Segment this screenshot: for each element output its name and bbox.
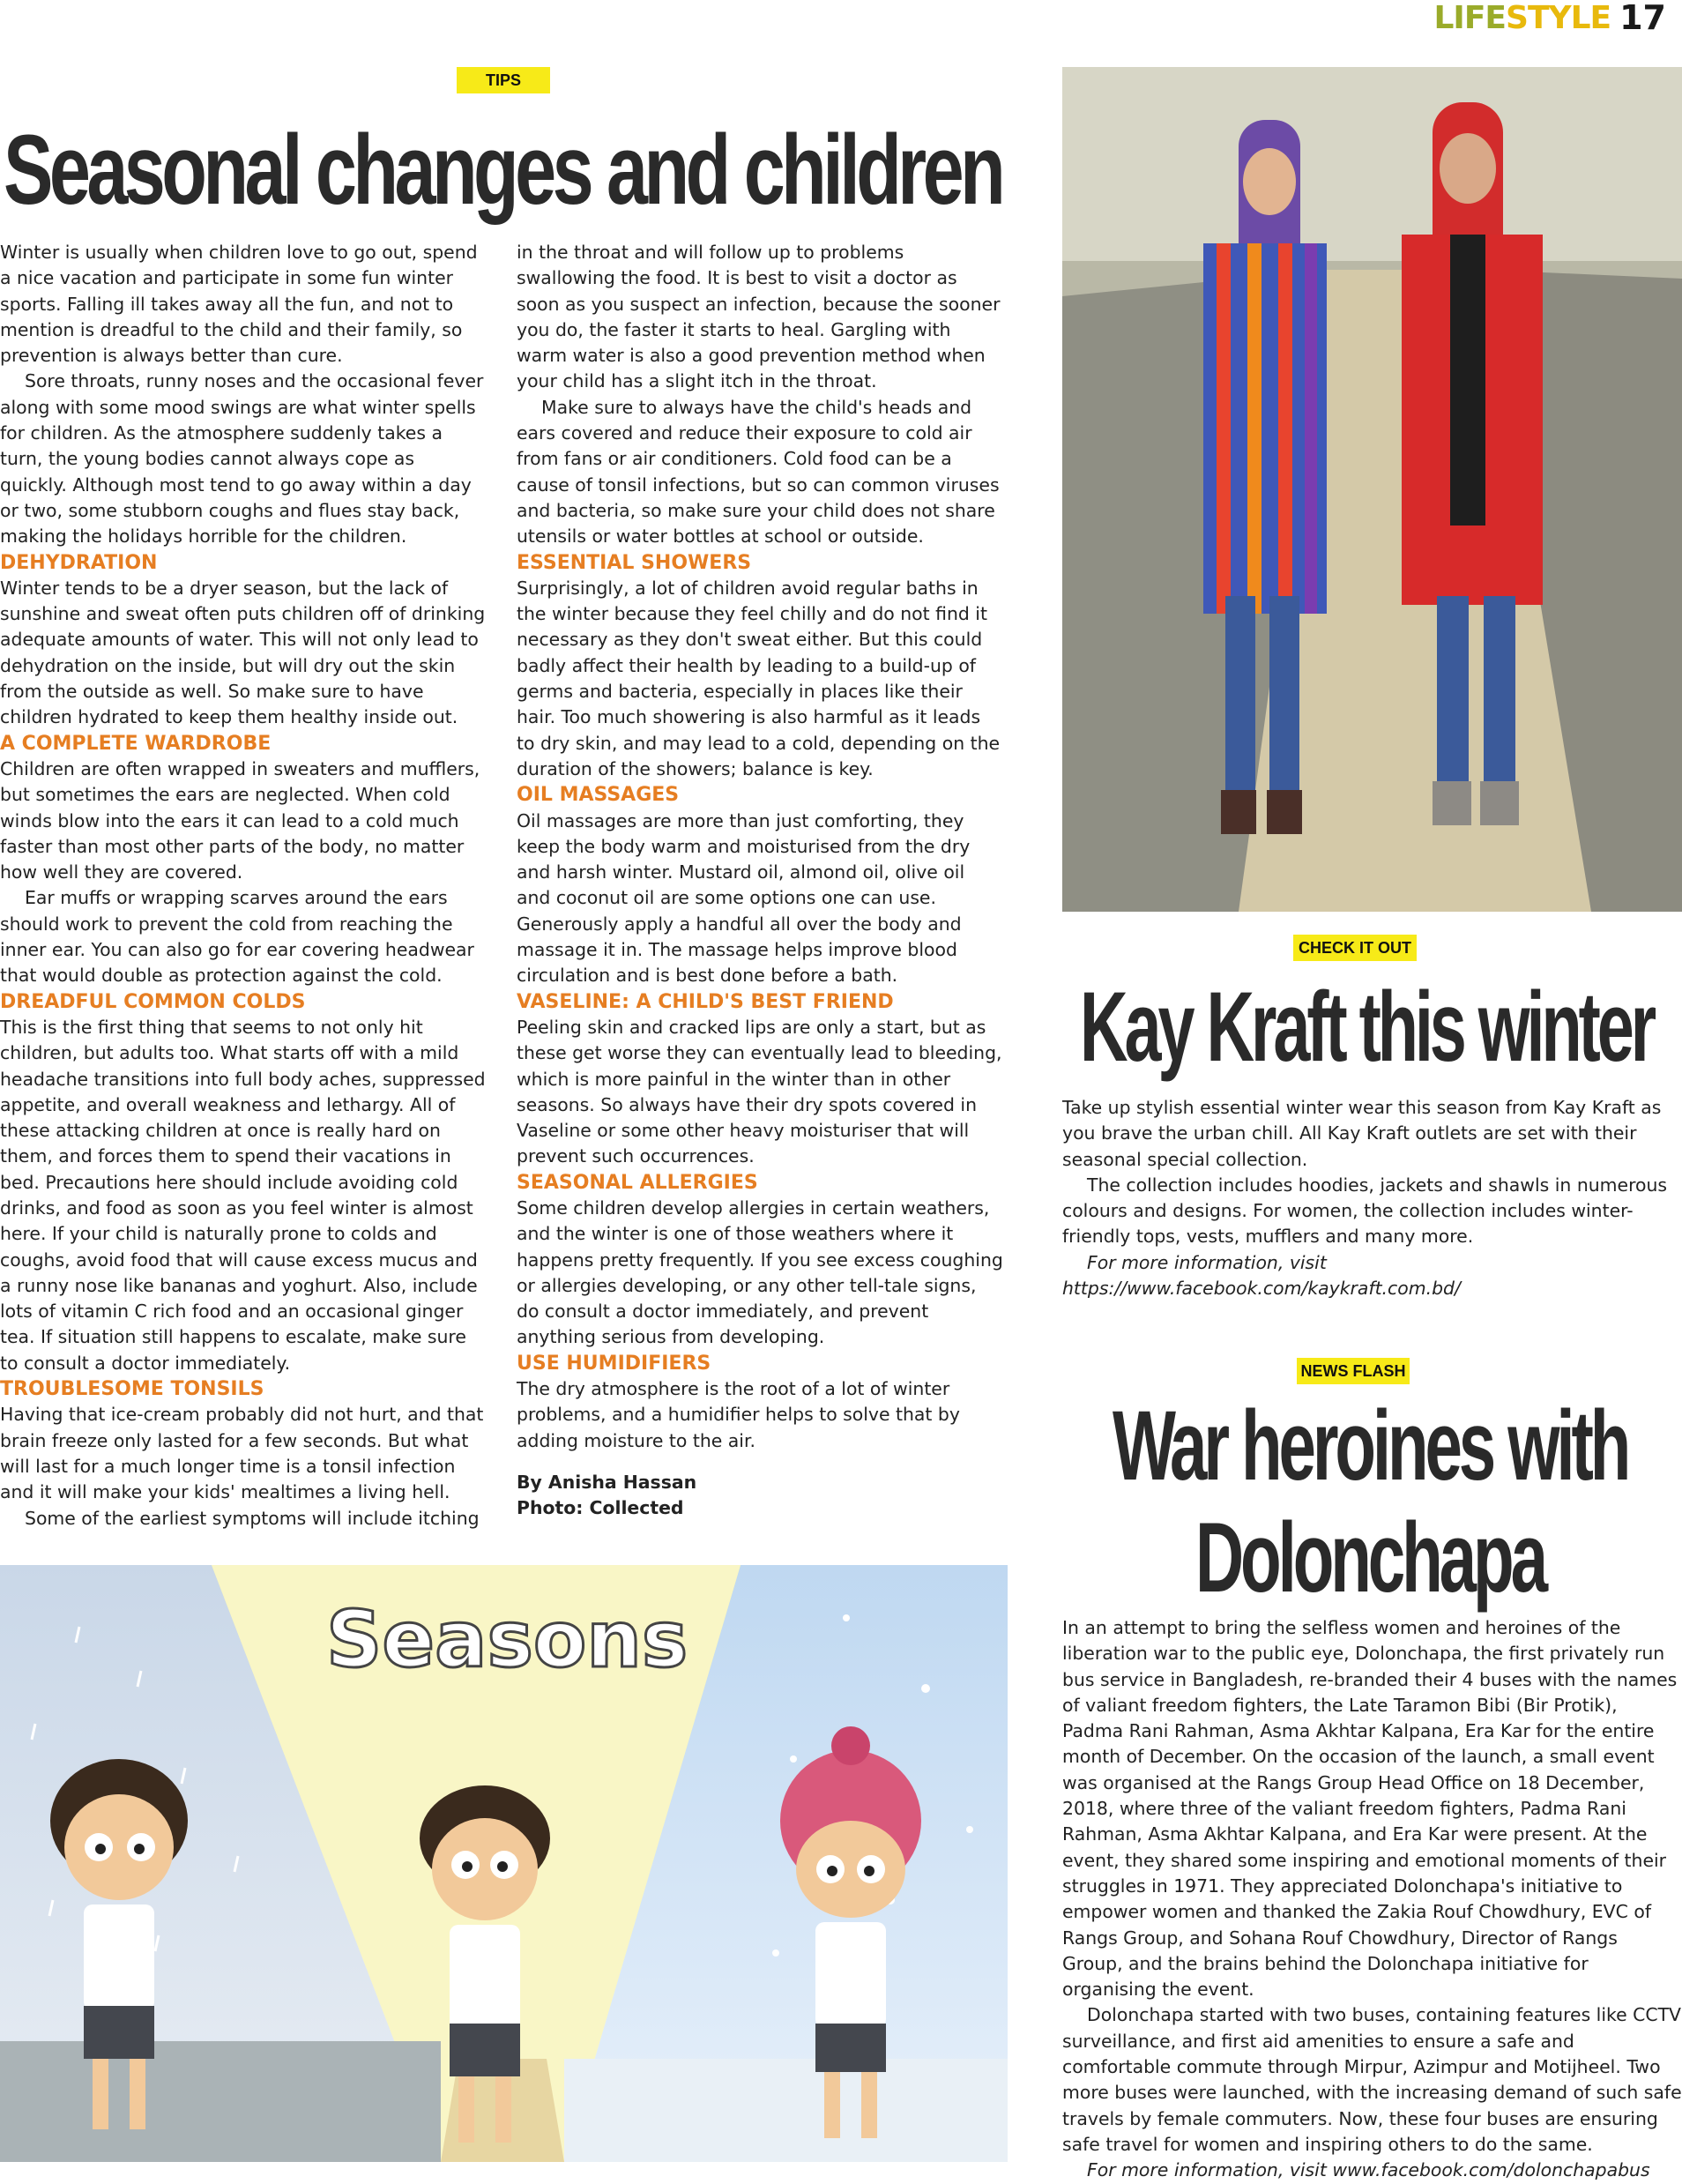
paragraph: Some of the earliest symptoms will include itching (25, 1507, 480, 1529)
section-heading: VASELINE: A CHILD'S BEST FRIEND (517, 990, 894, 1013)
paragraph: Winter tends to be a dryer season, but the lack of sunshine and sweat often puts children off of drinking adequate amounts of water. This will not only lead to dehydration on the inside, but will dry out the skin from the outside as well. So make sure to have children hydrated to keep them healthy inside out. (0, 577, 486, 728)
paragraph: The collection includes hoodies, jackets and shawls in numerous colours and designs. For women, the collection includes winter-friendly tops, vests, mufflers and many more. (1062, 1174, 1668, 1248)
kay-kraft-headline: Kay Kraft this winter (1080, 972, 1654, 1082)
dolonchapa-body (1062, 1615, 1682, 2184)
section-heading: SEASONAL ALLERGIES (517, 1171, 758, 1194)
paragraph: in the throat and will follow up to problems swallowing the food. It is best to visit a doctor as soon as you suspect an infection, because the sooner you do, the faster it starts to heal. Gargling with warm water is also a good prevention method when your child has a slight itch in the throat. (517, 242, 1001, 392)
check-it-out-tag: CHECK IT OUT (1293, 935, 1417, 961)
dolonchapa-headline-line2: Dolonchapa (1195, 1502, 1544, 1613)
masthead (1433, 0, 1666, 35)
news-flash-tag: NEWS FLASH (1297, 1358, 1410, 1384)
section-heading: TROUBLESOME TONSILS (0, 1378, 264, 1401)
kay-kraft-photo (1062, 67, 1682, 912)
section-logo: LIFESTYLE (1433, 0, 1611, 36)
section-heading: USE HUMIDIFIERS (517, 1352, 711, 1375)
section-heading: DEHYDRATION (0, 551, 158, 574)
seasons-illustration (0, 1565, 1008, 2162)
tips-tag: TIPS (457, 67, 550, 93)
paragraph: https://www.facebook.com/kaykraft.com.bd/ (1062, 1278, 1461, 1300)
paragraph: Some children develop allergies in certain weathers, and the winter is one of those weathers where it happens pretty frequently. If you see excess coughing or allergies developing, or any other tell-tale signs, do consult a doctor immediately, and prevent anything serious from developing. (517, 1196, 1003, 1348)
illustration-title: Seasons (326, 1594, 688, 1685)
paragraph: Ear muffs or wrapping scarves around the ears should work to prevent the cold from reaching the inner ear. You can also go for ear covering headwear that would double as protection against the cold. (0, 887, 474, 987)
section-heading: OIL MASSAGES (517, 784, 680, 807)
paragraph: Peeling skin and cracked lips are only a start, but as these get worse they can eventually lead to bleeding, which is more painful in the winter than in other seasons. So always have their dry spots covered in Vaseline or some other heavy moisturiser that will prevent such occurrences. (517, 1016, 1002, 1167)
dolonchapa-headline-line1: War heroines with (1113, 1390, 1628, 1501)
kay-kraft-body (1062, 1095, 1682, 1301)
paragraph: Take up stylish essential winter wear this season from Kay Kraft as you brave the urban chill. All Kay Kraft outlets are set with their seasonal special collection. (1062, 1097, 1662, 1170)
paragraph: Surprisingly, a lot of children avoid regular baths in the winter because they feel chilly and do not find it necessary as they don't sweat either. But this could badly affect their health by leading to a build-up of germs and bacteria, especially in places like their hair. Too much showering is also harmful as it leads to dry skin, and may lead to a cold, depending on the duration of the showers; balance is key. (517, 577, 1001, 779)
paragraph: In an attempt to bring the selfless women and heroines of the liberation war to the public eye, Dolonchapa, the first privately run bus service in Bangladesh, re-branded their 4 buses with the names of valiant freedom fighters, the Late Taramon Bibi (Bir Protik), Padma Rani Rahman, Asma Akhtar Kalpana, Era Kar for the entire month of December. On the occasion of the launch, a small event was organised at the Rangs Group Head Office on 18 December, 2018, where three of the valiant freedom fighters, Padma Rani Rahman, Asma Akhtar Kalpana, and Era Kar were present. At the event, they shared some inspiring and emotional moments of their struggles in 1971. They appreciated Dolonchapa's initiative to empower women and thanked the Zakia Rouf Chowdhury, EVC of Rangs Group, and Sohana Rouf Chowdhury, Director of Rangs Group, and the brains behind the Dolonchapa initiative for organising the event. (1062, 1617, 1678, 2001)
article-column-1 (0, 240, 487, 1545)
byline: By Anisha Hassan (517, 1471, 697, 1493)
section-heading: ESSENTIAL SHOWERS (517, 551, 752, 574)
paragraph: Oil massages are more than just comforting, they keep the body warm and moisturised from the dry and harsh winter. Mustard oil, almond oil, olive oil and coconut oil are some options one can use. Generously apply a handful all over the body and massage it in. The massage helps improve blood circulation and is best done before a bath. (517, 809, 971, 987)
paragraph: Sore throats, runny noses and the occasional fever along with some mood swings are what winter spells for children. As the atmosphere suddenly takes a turn, the young bodies cannot always cope as quickly. Although most tend to go away within a day or two, some stubborn coughs and flues stay back, making the holidays horrible for the children. (0, 370, 484, 548)
paragraph: For more information, visit (1087, 1251, 1327, 1273)
paragraph: Dolonchapa started with two buses, containing features like CCTV surveillance, and first aid amenities to ensure a safe and comfortable commute through Mirpur, Azimpur and Motijheel. Two more buses were launched, with the increasing demand of such safe travels by female commuters. Now, these four buses are ensuring safe travel for women and inspiring others to do the same. (1062, 2004, 1682, 2155)
article-headline: Seasonal changes and children (4, 115, 1002, 225)
paragraph: The dry atmosphere is the root of a lot of winter problems, and a humidifier helps to solve that by adding moisture to the air. (517, 1378, 960, 1451)
article-column-2 (517, 240, 1003, 1545)
paragraph: Make sure to always have the child's heads and ears covered and reduce their exposure to cold air from fans or air conditioners. Cold food can be a cause of tonsil infections, but so can common viruses and bacteria, so make sure your child does not share utensils or water bottles at school or outside. (517, 396, 1000, 548)
paragraph: Having that ice-cream probably did not hurt, and that brain freeze only lasted for a few seconds. But what will last for a much longer time is a tonsil infection and it will make your kids' mealtimes a living hell. (0, 1404, 484, 1503)
paragraph: For more information, visit www.facebook.com/dolonchapabus (1087, 2159, 1650, 2181)
paragraph: Children are often wrapped in sweaters and mufflers, but sometimes the ears are neglected. When cold winds blow into the ears it can lead to a cold much faster than most other parts of the body, no matter how well they are covered. (0, 757, 480, 883)
section-heading: A COMPLETE WARDROBE (0, 732, 272, 755)
section-heading: DREADFUL COMMON COLDS (0, 990, 306, 1013)
paragraph: This is the first thing that seems to not only hit children, but adults too. What starts off with a mild headache transitions into full body aches, suppressed appetite, and overall weakness and lethargy. All of these attacking children at once is really hard on them, and forces them to spend their vacations in bed. Precautions here should include avoiding cold drinks, and food as soon as you feel winter is almost here. If your child is naturally prone to colds and coughs, avoid food that will cause excess mucus and a runny nose like bananas and yoghurt. Also, include lots of vitamin C rich food and an occasional ginger tea. If situation still happens to escalate, make sure to consult a doctor immediately. (0, 1016, 486, 1374)
page-number: 17 (1619, 0, 1666, 37)
paragraph: Winter is usually when children love to go out, spend a nice vacation and participate in some fun winter sports. Falling ill takes away all the fun, and not to mention is dreadful to the child and their family, so prevention is always better than cure. (0, 242, 478, 367)
photo-credit: Photo: Collected (517, 1497, 684, 1519)
